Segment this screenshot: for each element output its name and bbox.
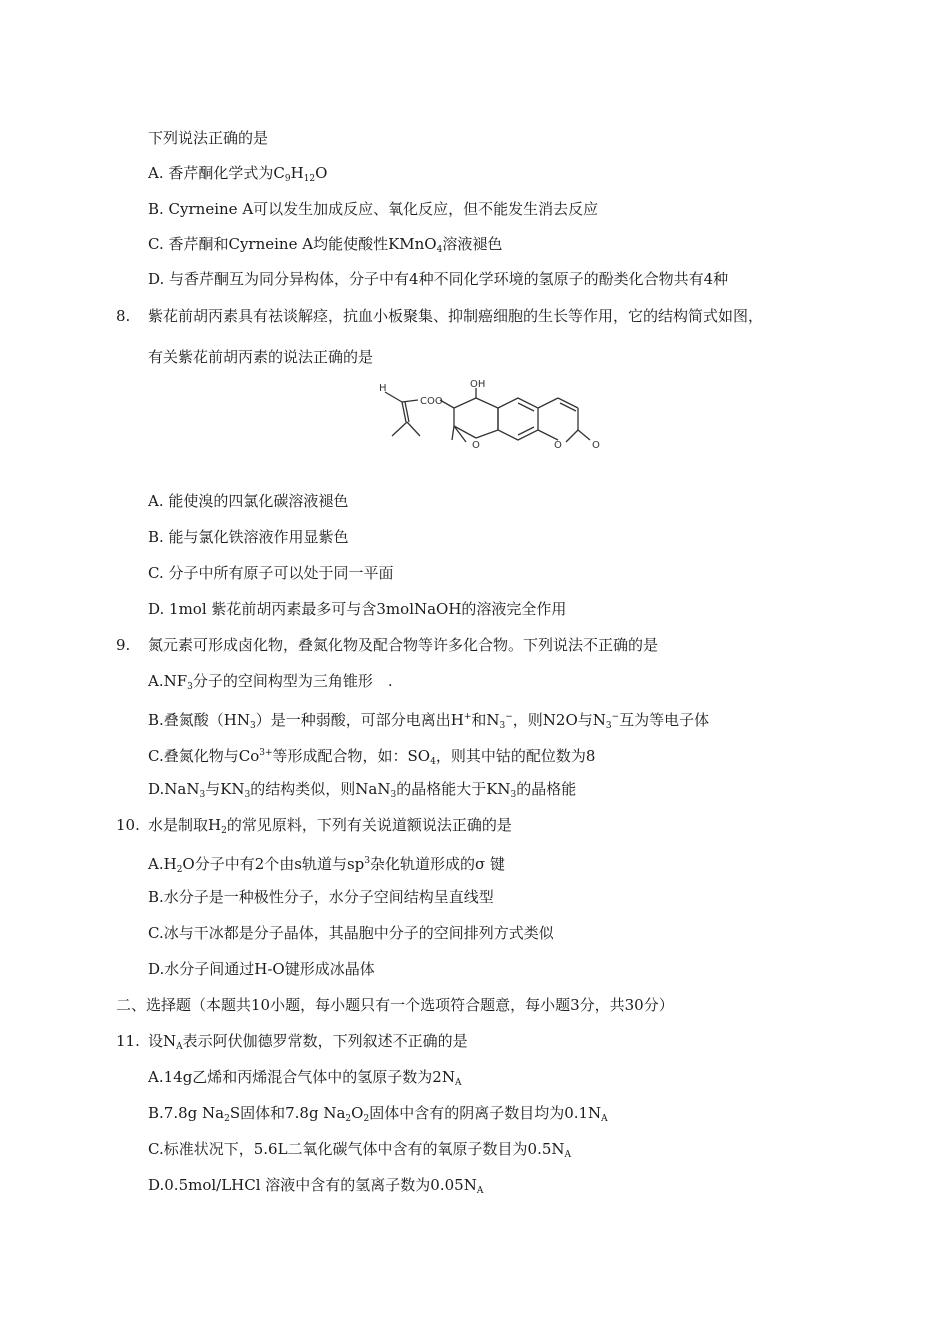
q7-option-a: A. 香芹酮化学式为$C_9H_{12}O$ bbox=[148, 164, 328, 184]
carbonyl-oxygen-label: O bbox=[592, 440, 600, 451]
q10-number: 10. bbox=[116, 816, 140, 834]
structural-formula-diagram bbox=[372, 378, 608, 464]
q7-option-b: B. Cyrneine A可以发生加成反应、氧化反应，但不能发生消去反应 bbox=[148, 200, 599, 218]
hydroxyl-label: OH bbox=[470, 379, 486, 390]
section-heading: 二、选择题（本题共10小题，每小题只有一个选项符合题意，每小题3分，共30分） bbox=[116, 996, 674, 1014]
q11-option-d: D.0.5mol/LHCl 溶液中含有的氢离子数为$0.05N_A$ bbox=[148, 1176, 484, 1196]
q8-option-a: A. 能使溴的四氯化碳溶液褪色 bbox=[148, 492, 349, 510]
q10-option-b: B.水分子是一种极性分子，水分子空间结构呈直线型 bbox=[148, 888, 494, 906]
q9-option-a: $A.NF_3$分子的空间构型为三角锥形 . bbox=[148, 672, 393, 692]
q10-stem: 水是制取$H_2$的常见原料，下列有关说道额说法正确的是 bbox=[148, 816, 512, 836]
ring-oxygen-label: O bbox=[472, 440, 480, 451]
q11-option-c: C.标准状况下，5.6L二氧化碳气体中含有的氧原子数目为$0.5N_A$ bbox=[148, 1140, 572, 1160]
q9-stem: 氮元素可形成卤化物，叠氮化物及配合物等许多化合物。下列说法不正确的是 bbox=[148, 636, 659, 654]
q7-option-d: D. 与香芹酮互为同分异构体，分子中有4种不同化学环境的氢原子的酚类化合物共有4种 bbox=[148, 270, 729, 288]
q11-number: 11. bbox=[116, 1032, 140, 1050]
q9-option-d: D.NaN$_3$与$KN_3$的结构类似，则NaN$_3$的晶格能大于$KN_3$的晶格能 bbox=[148, 780, 577, 800]
q7-stem: 下列说法正确的是 bbox=[148, 129, 269, 147]
q8-number: 8. bbox=[116, 307, 131, 325]
q10-option-c: C.冰与干冰都是分子晶体，其晶胞中分子的空间排列方式类似 bbox=[148, 924, 554, 942]
q8-option-b: B. 能与氯化铁溶液作用显紫色 bbox=[148, 528, 349, 546]
q9-option-b: B.叠氮酸$(HN_3)$是一种弱酸，可部分电离出H+和$N_3^-$，则N2O与$N_3^-$互为等电子体 bbox=[148, 711, 710, 731]
q8-stem-line2: 有关紫花前胡丙素的说法正确的是 bbox=[148, 348, 374, 366]
lactone-oxygen-label: O bbox=[554, 440, 562, 451]
q8-stem-line1: 紫花前胡丙素具有祛谈解痉，抗血小板聚集、抑制癌细胞的生长等作用，它的结构简式如图， bbox=[148, 307, 764, 325]
q10-option-a: $A.H_2O$分子中有2个由s轨道与$sp^3$杂化轨道形成的σ 键 bbox=[148, 855, 506, 875]
ester-coo-label: COO bbox=[420, 396, 443, 407]
q7-option-c: C. 香芹酮和Cyrneine A均能使酸性KMnO$_4$溶液褪色 bbox=[148, 235, 503, 255]
q11-option-b: B.7.8g $Na_2S$固体和7.8g $Na_2O_2$固体中含有的阴离子数目均为$0.1N_A$ bbox=[148, 1104, 608, 1124]
q10-option-d: D.水分子间通过H-O键形成冰晶体 bbox=[148, 960, 375, 978]
q8-option-c: C. 分子中所有原子可以处于同一平面 bbox=[148, 564, 394, 582]
q8-option-d: D. 1mol 紫花前胡丙素最多可与含3molNaOH的溶液完全作用 bbox=[148, 600, 567, 618]
atom-h-label: H bbox=[379, 383, 387, 394]
q11-stem: 设$N_A$表示阿伏伽德罗常数，下列叙述不正确的是 bbox=[148, 1032, 468, 1052]
q9-option-c: C.叠氮化物与$Co^{3+}$等形成配合物，如：$SO_4$，则其中钴的配位数为8 bbox=[148, 747, 596, 767]
q9-number: 9. bbox=[116, 636, 131, 654]
q11-option-a: A.14g乙烯和丙烯混合气体中的氢原子数为$2N_A$ bbox=[148, 1068, 462, 1088]
